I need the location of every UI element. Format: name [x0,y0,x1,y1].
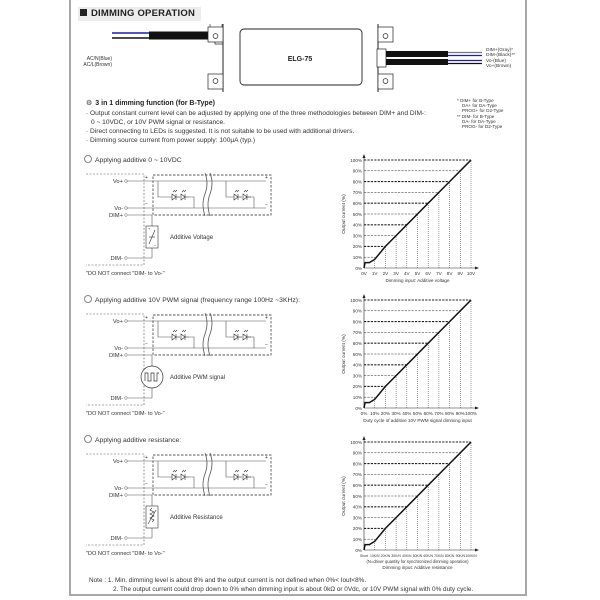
pin-vo-minus: Vo- [114,346,123,352]
svg-text:90K/N: 90K/N [455,554,466,558]
svg-text:−: − [145,481,148,487]
note-1 [89,576,473,585]
pin-vo-plus: Vo+ [112,179,123,185]
svg-text:60%: 60% [352,201,362,206]
intro-bullet: · Output constant current level can be adjusted by applying one of the three methodologies between DIM+ and DIM-: [86,110,426,117]
pin-dim-minus: DIM- [110,536,123,542]
pin-vo-plus: Vo+ [112,459,123,465]
resistor-icon [146,506,158,528]
svg-text:90%: 90% [352,168,362,174]
svg-text:−: − [145,341,148,347]
circuit-diagram-resistance [86,448,286,578]
svg-text:7V: 7V [436,271,442,276]
device-wiring-drawing [70,24,526,92]
svg-text:10%: 10% [352,395,362,400]
footnote: PROG- for D2-Type [462,124,503,130]
svg-text:0%: 0% [355,405,362,411]
svg-text:10V: 10V [466,271,476,276]
do-not-connect-warning: "DO NOT connect "DIM- to Vo-" [86,271,165,277]
svg-text:70%: 70% [434,411,444,416]
source-label: Additive PWM signal [170,375,226,381]
svg-text:30%: 30% [352,515,362,521]
svg-text:20%: 20% [352,384,362,390]
svg-text:50%: 50% [352,211,362,217]
svg-text:Output current (%): Output current (%) [342,334,347,374]
svg-text:Dimming input: Additive voltag: Dimming input: Additive voltage [385,278,450,283]
method-title-voltage [84,155,182,164]
svg-text:20K/N: 20K/N [380,554,391,558]
note-text: 1. Min. dimming level is about 8% and the output current is not defined when 0%< Iout<8%. [107,577,367,584]
svg-text:Output current (%): Output current (%) [342,194,347,234]
svg-text:+: + [265,175,268,181]
svg-text:(N=driver quantity for synchro: (N=driver quantity for synchronized dimming operation) [366,559,469,564]
dim-minus-label: DIM-(Black)** [486,53,516,59]
wire-footnotes [457,98,504,129]
svg-text:80%: 80% [352,179,362,185]
svg-text:10%: 10% [352,255,362,260]
svg-text:40%: 40% [402,411,412,416]
svg-text:Dimming input: Additive resist: Dimming input: Additive resistance [382,565,453,570]
intro-bullet: 0 ~ 10VDC, or 10V PWM signal or resistance. [91,119,225,126]
svg-text:−: − [265,482,268,488]
svg-text:0%: 0% [355,265,362,271]
section-header [78,7,201,21]
svg-text:60K/N: 60K/N [423,554,433,558]
ac-n-label: AC/N(Blue) [86,56,112,62]
svg-text:80K/N: 80K/N [444,554,455,558]
svg-text:50%: 50% [352,493,362,499]
intro-bullet: · Direct connecting to LEDs is suggested. It is not suitable to be used with additional drivers. [86,128,355,135]
svg-text:10%: 10% [352,537,362,542]
svg-text:+: + [145,315,148,321]
svg-text:20%: 20% [352,244,362,250]
pin-dim-minus: DIM- [110,256,123,262]
svg-text:70%: 70% [352,330,362,336]
pin-vo-minus: Vo- [114,206,123,212]
svg-text:100%: 100% [350,439,362,445]
svg-text:100%: 100% [465,411,477,416]
intro-bullet: · Dimming source current from power supply: 100µA (typ.) [86,137,256,144]
svg-text:3V: 3V [393,271,399,276]
footnote: ** DIM- for B-Type [457,113,495,119]
svg-text:Short: Short [359,554,369,558]
svg-text:30%: 30% [391,411,401,416]
source-label: Additive Voltage [170,235,214,241]
footnote: DA- for DA-Type [462,118,496,124]
circuit-diagram-voltage [86,168,286,298]
footnote: PROG+ for D2-Type [462,108,504,114]
source-label: Additive Resistance [170,515,223,521]
svg-text:90%: 90% [455,411,465,416]
svg-text:40%: 40% [352,362,362,368]
svg-text:100%: 100% [350,297,362,303]
svg-text:30K/N: 30K/N [391,554,401,558]
svg-text:50%: 50% [412,411,423,416]
note-2: 2. The output current could drop down to 0% when dimming input is about 0kΩ or 0Vdc, or 10V PWM signal with 0% duty cycle. [113,586,474,593]
svg-text:Output current (%): Output current (%) [342,476,347,516]
svg-text:90%: 90% [352,308,362,314]
svg-text:60%: 60% [423,411,433,416]
dc-wire-labels [486,48,515,70]
svg-text:+: + [148,226,151,231]
svg-text:20%: 20% [352,526,362,532]
ac-l-label: AC/L(Brown) [83,62,112,68]
method-title-text: Applying additive resistance: [95,437,182,444]
svg-text:30%: 30% [352,233,362,239]
dimming-curve-chart-3 [320,432,490,587]
square-bullet-icon [80,9,87,16]
pwm-source-icon [141,366,163,388]
do-not-connect-warning: "DO NOT connect "DIM- to Vo-" [86,411,165,417]
do-not-connect-warning: "DO NOT connect "DIM- to Vo-" [86,551,165,557]
svg-text:9V: 9V [457,271,464,276]
ac-wire-labels [82,56,112,68]
svg-text:60%: 60% [352,341,362,346]
vo-plus-label: Vo+(Brown) [486,64,512,70]
gear-bullet-icon: ⚙ [86,100,93,107]
svg-text:−: − [265,202,268,208]
svg-text:80%: 80% [352,319,362,325]
svg-text:1V: 1V [371,271,378,276]
svg-text:0V: 0V [361,271,367,276]
svg-text:40%: 40% [352,222,362,228]
svg-text:20%: 20% [380,411,391,416]
svg-text:100K/N: 100K/N [465,554,477,558]
circle-bullet-icon [84,155,92,163]
pin-dim-minus: DIM- [110,396,123,402]
svg-text:40K/N: 40K/N [402,554,412,558]
svg-text:−: − [145,201,148,207]
svg-text:0%: 0% [355,547,362,553]
method-title-text: Applying additive 10V PWM signal (frequency range 100Hz ~3KHz): [95,297,300,304]
pin-dim-plus: DIM+ [108,353,123,359]
svg-text:70K/N: 70K/N [434,554,444,558]
svg-text:80%: 80% [352,461,362,467]
svg-text:40%: 40% [352,504,362,510]
pin-vo-minus: Vo- [114,486,123,492]
footnote: DA+ for DA-Type [462,103,497,109]
dimming-curve-chart-1 [320,150,490,305]
notes-prefix: Note : [89,577,107,584]
svg-text:10K/N: 10K/N [369,554,380,558]
intro-heading [86,99,426,108]
svg-text:2V: 2V [382,271,389,276]
svg-text:−: − [265,342,268,348]
svg-text:10%: 10% [370,411,380,416]
svg-text:70%: 70% [352,472,362,478]
method-title-text: Applying additive 0 ~ 10VDC [95,157,182,164]
pin-dim-plus: DIM+ [108,213,123,219]
section-title: DIMMING OPERATION [91,8,196,19]
footnote: * DIM+ for B-Type [457,98,494,103]
svg-text:50%: 50% [352,351,362,357]
circuit-diagram-pwm [86,308,286,438]
intro-heading-text: 3 in 1 dimming function (for B-Type) [95,100,215,107]
svg-text:70%: 70% [352,190,362,196]
svg-text:+: + [265,315,268,321]
svg-text:60%: 60% [352,483,362,488]
svg-text:8V: 8V [446,271,453,276]
svg-text:Duty cycle of additive 10V PWM: Duty cycle of additive 10V PWM signal dimming input [363,418,472,423]
vo-minus-label: Vo-(Blue) [486,58,506,64]
svg-text:+: + [145,175,148,181]
intro-block [86,99,426,145]
svg-text:4V: 4V [403,271,410,276]
svg-text:100%: 100% [350,157,362,163]
svg-text:+: + [145,455,148,461]
svg-text:50K/N: 50K/N [412,554,423,558]
device-model-label: ELG-75 [287,56,313,63]
svg-text:90%: 90% [352,450,362,456]
svg-text:6V: 6V [425,271,432,276]
dimming-curve-chart-2 [320,290,490,445]
svg-text:−: − [154,243,157,248]
svg-text:30%: 30% [352,373,362,379]
dim-plus-label: DIM+(Gray)* [486,48,514,53]
svg-text:5V: 5V [414,271,421,276]
svg-text:80%: 80% [444,411,455,416]
svg-text:+: + [265,455,268,461]
notes-block [89,576,473,594]
pin-dim-plus: DIM+ [108,493,123,499]
pin-vo-plus: Vo+ [112,319,123,325]
svg-text:0%: 0% [360,411,368,416]
